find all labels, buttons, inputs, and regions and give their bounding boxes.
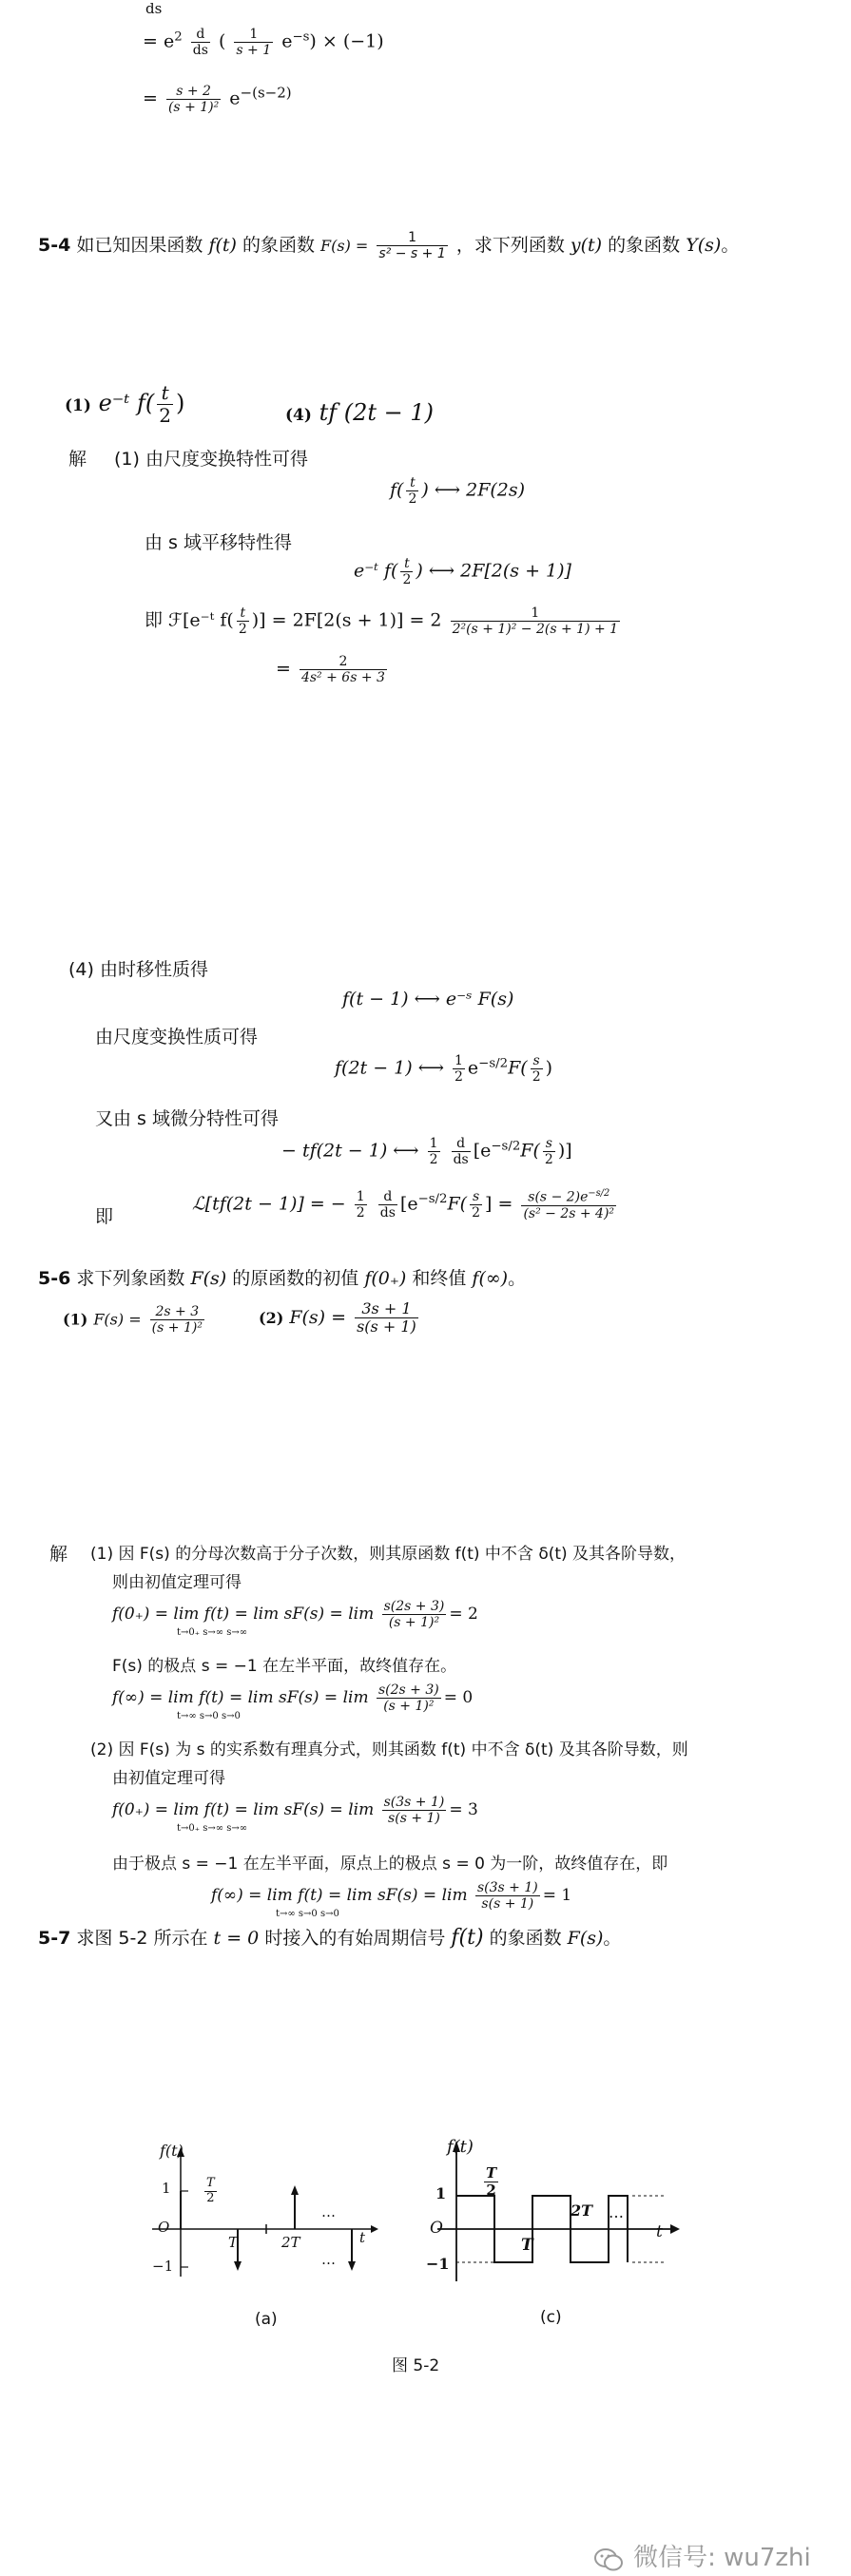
eq-laplace-result: ℒ[tf(2t − 1)] = − $\frac{1}{2}$ $\frac{d}{ds}$ [$e^{-s/2}F$( $\frac{s}{2}$ ] = $\frac{s(s - 2)e^{-s/2}}{\text{(s² − 2s + 4)²}}$ [192,1188,615,1221]
watermark-text: 微信号: wu7zhi [633,2544,811,2572]
fig-a-y1: 1 [162,2180,171,2197]
solution-5-6-a2c: 由于极点 s = −1 在左半平面，原点上的极点 s = 0 为一阶，故终值存在，即 [112,1855,668,1874]
solution-step-6: 又由 s 域微分特性可得 [95,1108,279,1129]
eq-transform-1: 即 ℱ[e⁻ᵗ f( $\frac{t}{2}$ )] = 2F[2(s + 1)] = 2 $\frac{1}{\text{2²(s + 1)² − 2(s + 1) + 1}}$ [145,606,619,638]
fig-c-dots: … [609,2203,624,2221]
eq-initial-value-2: f(0₊) = lim f(t) = lim sF(s) = lim $\frac{s(3s + 1)}{s(s + 1)}$ = 3 [112,1795,478,1827]
solution-step-1: (1) 由尺度变换特性可得 [114,449,308,470]
watermark [594,2538,811,2576]
fig-c-origin: O [430,2219,443,2238]
wechat-icon [594,2547,623,2576]
fig-a-2T: 2T [281,2234,300,2251]
eq-initial-value-1-sub: t→0₊ s→∞ s→∞ [177,1627,248,1638]
top-eq-line2: = $\frac{s + 2}{\text{(s + 1)²}}$ $e^{-(s-2)}$ [143,84,292,116]
solution-step-2: 由 s 域平移特性得 [145,532,292,553]
eq-scale-1: f( $\frac{t}{2}$ ) ⟷ 2F(2s) [390,475,526,508]
solution-5-6-a1: (1) 因 F(s) 的分母次数高于分子次数，则其原函数 f(t) 中不含 δ(t) 及其各阶导数， [90,1545,687,1564]
eq-final-value-1: f(∞) = lim f(t) = lim sF(s) = lim $\frac{s(2s + 3)}{\text{(s + 1)²}}$ = 0 [112,1682,474,1715]
eq-scale-2: f(2t − 1) ⟷ $\frac{1}{2}$ $e^{-s/2}F$( $\frac{s}{2}$ ) [335,1053,553,1086]
fig-c-ym1: −1 [426,2255,450,2273]
fig-c-2T: 2T [571,2201,593,2220]
solution-5-6-a1b: 则由初值定理可得 [112,1573,242,1592]
top-eq-ds: ds [145,0,163,17]
eq-final-value-2: f(∞) = lim f(t) = lim sF(s) = lim $\frac{s(3s + 1)}{s(s + 1)}$ = 1 [211,1880,572,1913]
figure-5-2a [143,2143,390,2296]
solution-5-6-a2: (2) 因 F(s) 为 s 的实系数有理真分式，则其函数 f(t) 中不含 δ(t) 及其各阶导数，则 [90,1740,688,1759]
fig-a-t: t [359,2229,366,2246]
solution-5-6-a2b: 由初值定理可得 [112,1769,225,1788]
fig-c-T-half: $\frac{T}{2}$ [486,2164,497,2200]
figure-caption: 图 5-2 [392,2356,440,2375]
fig-a-caption: (a) [255,2310,278,2329]
top-eq-line1: = $e^2$ $\frac{d}{ds}$ ( $\frac{1}{s + 1}$ $e^{-s}) \times (-1)$ [143,27,384,59]
eq-final-value-2-sub: t→∞ s→0 s→0 [276,1909,339,1919]
eq-timeshift: f(t − 1) ⟷ e⁻ˢ F(s) [342,989,514,1009]
problem-5-6-q2: (2) F(s) = $\frac{3s + 1}{s(s + 1)}$ [259,1299,416,1336]
fig-a-ym1: −1 [152,2258,174,2275]
problem-5-6-q1: (1) F(s) = $\frac{2s + 3}{\text{(s + 1)²}}$ [63,1304,203,1336]
fig-c-ylabel: f(t) [447,2137,474,2157]
solution-step-7-label: 即 [95,1206,114,1227]
problem-5-4-q1: (1) e⁻ᵗ f( $\frac{t}{2}$ ) [65,381,185,427]
eq-transform-result: = $\frac{2}{\text{4s² + 6s + 3}}$ [276,654,385,686]
eq-shift-1: e⁻ᵗ f( $\frac{t}{2}$ ) ⟷ 2F[2(s + 1)] [354,556,571,588]
fig-c-t: t [656,2222,663,2241]
fig-a-ylabel: f(t) [160,2142,184,2160]
solution-label-5-6: 解 [49,1544,68,1565]
solution-step-5: 由尺度变换性质可得 [95,1027,259,1048]
problem-5-4-statement: 5-4 如已知因果函数 f(t) 的象函数 F(s) = $\frac{1}{\text{s² − s + 1}}$ ，求下列函数 y(t) 的象函数 Y(s)。 [38,230,740,262]
problem-5-4-q4: (4) tf (2t − 1) [285,399,434,426]
fig-c-caption: (c) [540,2308,562,2327]
problem-5-7-statement: 5-7 求图 5-2 所示在 t = 0 时接入的有始周期信号 f(t) 的象函数 F(s)。 [38,1926,622,1950]
eq-final-value-1-sub: t→∞ s→0 s→0 [177,1711,241,1721]
fig-a-T-half: $\frac{T}{2}$ [206,2176,215,2205]
fig-a-T: T [228,2234,239,2251]
problem-5-6-statement: 5-6 求下列象函数 F(s) 的原函数的初值 f(0₊) 和终值 f(∞)。 [38,1268,527,1289]
figure-5-2c [428,2139,685,2300]
fig-a-dots-upper: … [321,2203,336,2220]
solution-label: 解 [68,449,87,470]
eq-diff: − tf(2t − 1) ⟷ $\frac{1}{2}$ $\frac{d}{ds}$ [$e^{-s/2}F$( $\frac{s}{2}$ )] [281,1136,572,1168]
eq-initial-value-1: f(0₊) = lim f(t) = lim sF(s) = lim $\frac{s(2s + 3)}{\text{(s + 1)²}}$ = 2 [112,1599,478,1631]
fig-a-dots-lower: … [321,2251,336,2268]
fig-c-T: T [521,2236,533,2255]
eq-initial-value-2-sub: t→0₊ s→∞ s→∞ [177,1823,248,1834]
fig-a-origin: O [158,2219,170,2236]
solution-5-6-a1c: F(s) 的极点 s = −1 在左半平面，故终值存在。 [112,1657,457,1676]
solution-step-4: (4) 由时移性质得 [68,959,208,980]
fig-c-y1: 1 [435,2184,447,2202]
